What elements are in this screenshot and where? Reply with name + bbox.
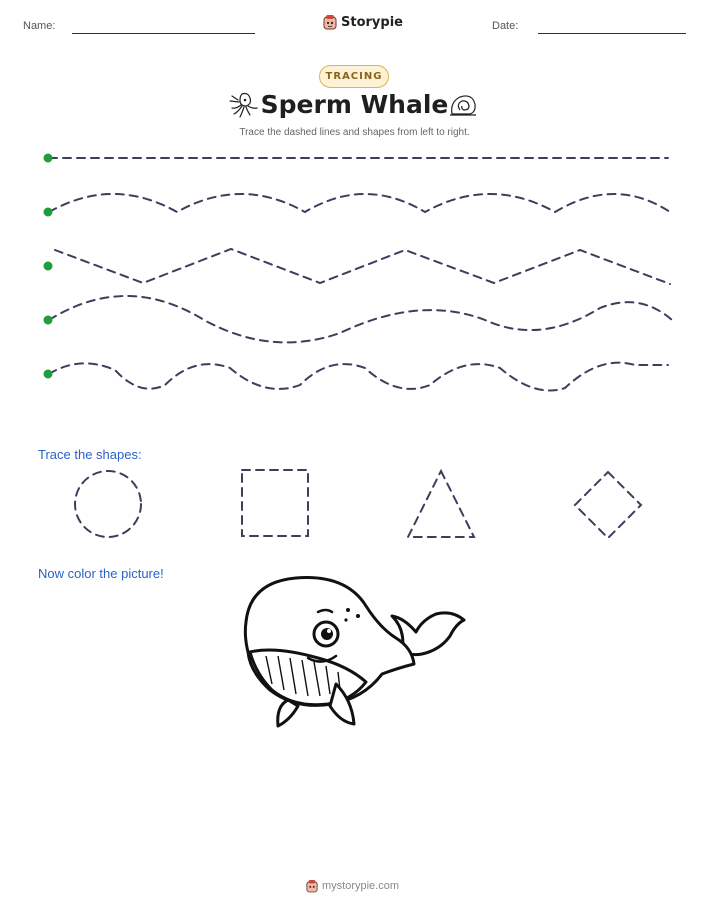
tracing-lines[interactable]	[0, 145, 709, 395]
trace-circle[interactable]	[75, 471, 141, 537]
shell-icon	[448, 92, 478, 118]
name-field-line[interactable]	[72, 33, 255, 34]
trace-line-smooth-wave[interactable]	[49, 296, 672, 342]
footer-site[interactable]: mystorypie.com	[322, 880, 400, 892]
name-label: Name:	[23, 20, 56, 32]
trace-shapes[interactable]	[0, 460, 709, 550]
date-field-line[interactable]	[538, 33, 686, 34]
start-dot	[44, 370, 53, 379]
activity-badge: TRACING	[319, 65, 389, 88]
page-title: Sperm Whale	[260, 90, 449, 119]
trace-line-zigzag[interactable]	[55, 249, 670, 284]
squid-icon	[228, 90, 260, 120]
instructions-text: Trace the dashed lines and shapes from left to right.	[239, 127, 470, 138]
trace-square[interactable]	[242, 470, 308, 536]
trace-diamond[interactable]	[575, 472, 641, 538]
start-dot	[44, 316, 53, 325]
start-dot	[44, 262, 53, 271]
brand-name: Storypie	[341, 14, 403, 30]
footer	[306, 879, 399, 893]
start-dot	[44, 208, 53, 217]
shapes-heading: Trace the shapes:	[38, 447, 142, 462]
storypie-logo-icon	[323, 14, 337, 30]
storypie-logo	[323, 14, 403, 30]
trace-line-bumpy-wave[interactable]	[49, 363, 668, 391]
trace-triangle[interactable]	[408, 471, 474, 537]
color-heading: Now color the picture!	[38, 566, 164, 581]
start-dot	[44, 154, 53, 163]
date-label: Date:	[492, 20, 519, 32]
storypie-logo-icon	[306, 879, 318, 893]
trace-line-wave[interactable]	[49, 194, 670, 212]
whale-drawing[interactable]	[236, 572, 474, 740]
